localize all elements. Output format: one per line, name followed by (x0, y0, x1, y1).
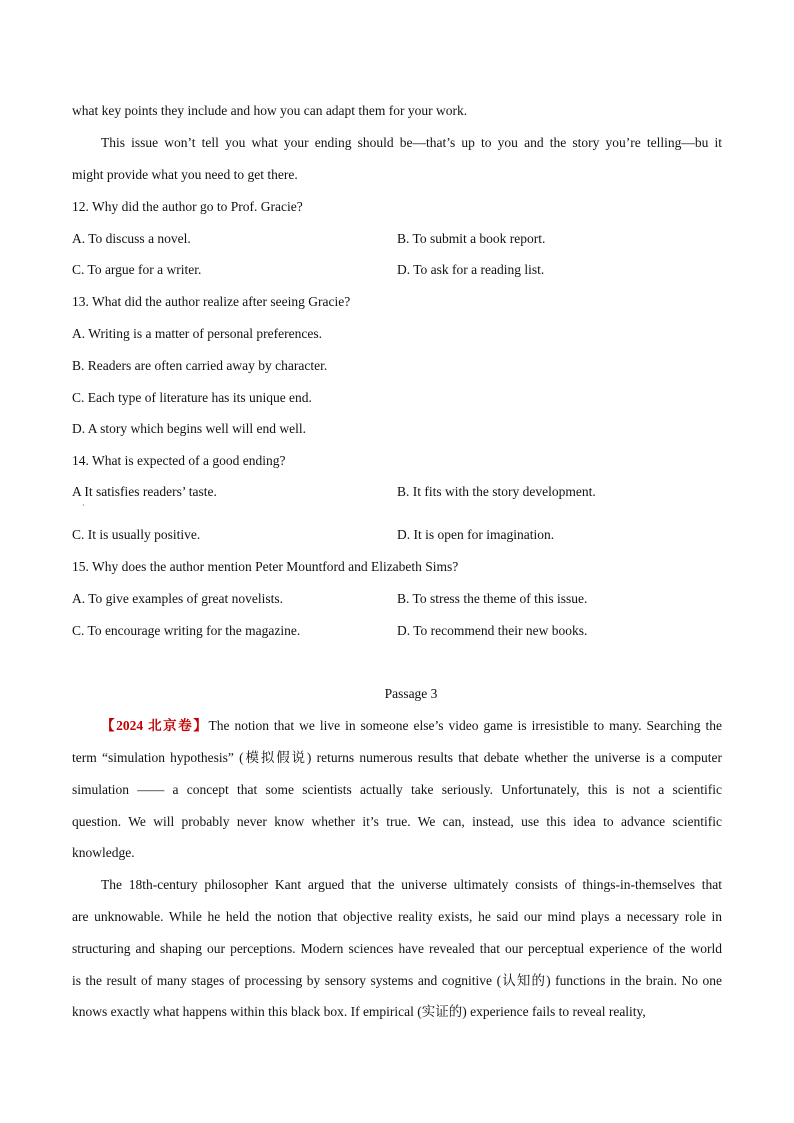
passage-p2-line-3: structuring and shaping our perceptions. Modern sciences have revealed that our perceptual experience of the world (72, 941, 722, 956)
question-12-stem: 12. Why did the author go to Prof. Gracie? (72, 199, 303, 214)
question-12-option-c: C. To argue for a writer. (72, 262, 202, 277)
passage-title: Passage 3 (384, 686, 438, 701)
passage-p1-line-2: term “simulation hypothesis” (模拟假说) returns numerous results that debate whether the universe is a computer (72, 750, 722, 765)
question-13-stem: 13. What did the author realize after seeing Gracie? (72, 294, 351, 309)
passage-p2-line-4: is the result of many stages of processing by sensory systems and cognitive (认知的) functions in the brain. No one (72, 973, 722, 988)
question-14-option-c: C. It is usually positive. (72, 527, 201, 542)
passage-p1-line-1-text: The notion that we live in someone else’s video game is irresistible to many. Searching the (208, 718, 722, 733)
stray-dot-mark: · (82, 501, 85, 510)
question-15-option-b: B. To stress the theme of this issue. (397, 591, 588, 606)
passage-p1-line-4: question. We will probably never know whether it’s true. We can, instead, use this idea to advance scientific (72, 814, 722, 829)
question-12-option-a: A. To discuss a novel. (72, 231, 191, 246)
passage-p2-line-1: The 18th-century philosopher Kant argued that the universe ultimately consists of things-in-themselves that (101, 877, 722, 892)
question-14-stem: 14. What is expected of a good ending? (72, 453, 286, 468)
question-12-option-b: B. To submit a book report. (397, 231, 546, 246)
issue-paragraph-line-1: This issue won’t tell you what your ending should be—that’s up to you and the story you’re telling—bu it (101, 135, 722, 150)
question-15-option-a: A. To give examples of great novelists. (72, 591, 284, 606)
intro-tail-text: what key points they include and how you can adapt them for your work. (72, 103, 468, 118)
question-14-option-d: D. It is open for imagination. (397, 527, 555, 542)
question-13-option-a: A. Writing is a matter of personal preferences. (72, 326, 322, 341)
question-15-option-d: D. To recommend their new books. (397, 623, 588, 638)
question-14-option-b: B. It fits with the story development. (397, 484, 596, 499)
question-13-option-d: D. A story which begins well will end well. (72, 421, 306, 436)
source-tag: 【2024 北京卷】 (101, 718, 209, 733)
passage-p2-line-5: knows exactly what happens within this black box. If empirical (实证的) experience fails to reveal reality, (72, 1004, 646, 1019)
question-12-option-d: D. To ask for a reading list. (397, 262, 545, 277)
issue-paragraph-line-2: might provide what you need to get there. (72, 167, 298, 182)
question-13-option-c: C. Each type of literature has its unique end. (72, 390, 312, 405)
question-14-option-a: A It satisfies readers’ taste. (72, 484, 217, 499)
question-15-stem: 15. Why does the author mention Peter Mountford and Elizabeth Sims? (72, 559, 459, 574)
question-15-option-c: C. To encourage writing for the magazine. (72, 623, 301, 638)
passage-p2-line-2: are unknowable. While he held the notion that objective reality exists, he said our mind plays a necessary role in (72, 909, 722, 924)
passage-p1-line-3: simulation —— a concept that some scientists actually take seriously. Unfortunately, this is not a scientific (72, 782, 722, 797)
passage-p1-line-1 (101, 718, 722, 734)
passage-p1-line-5: knowledge. (72, 845, 135, 860)
question-13-option-b: B. Readers are often carried away by character. (72, 358, 328, 373)
